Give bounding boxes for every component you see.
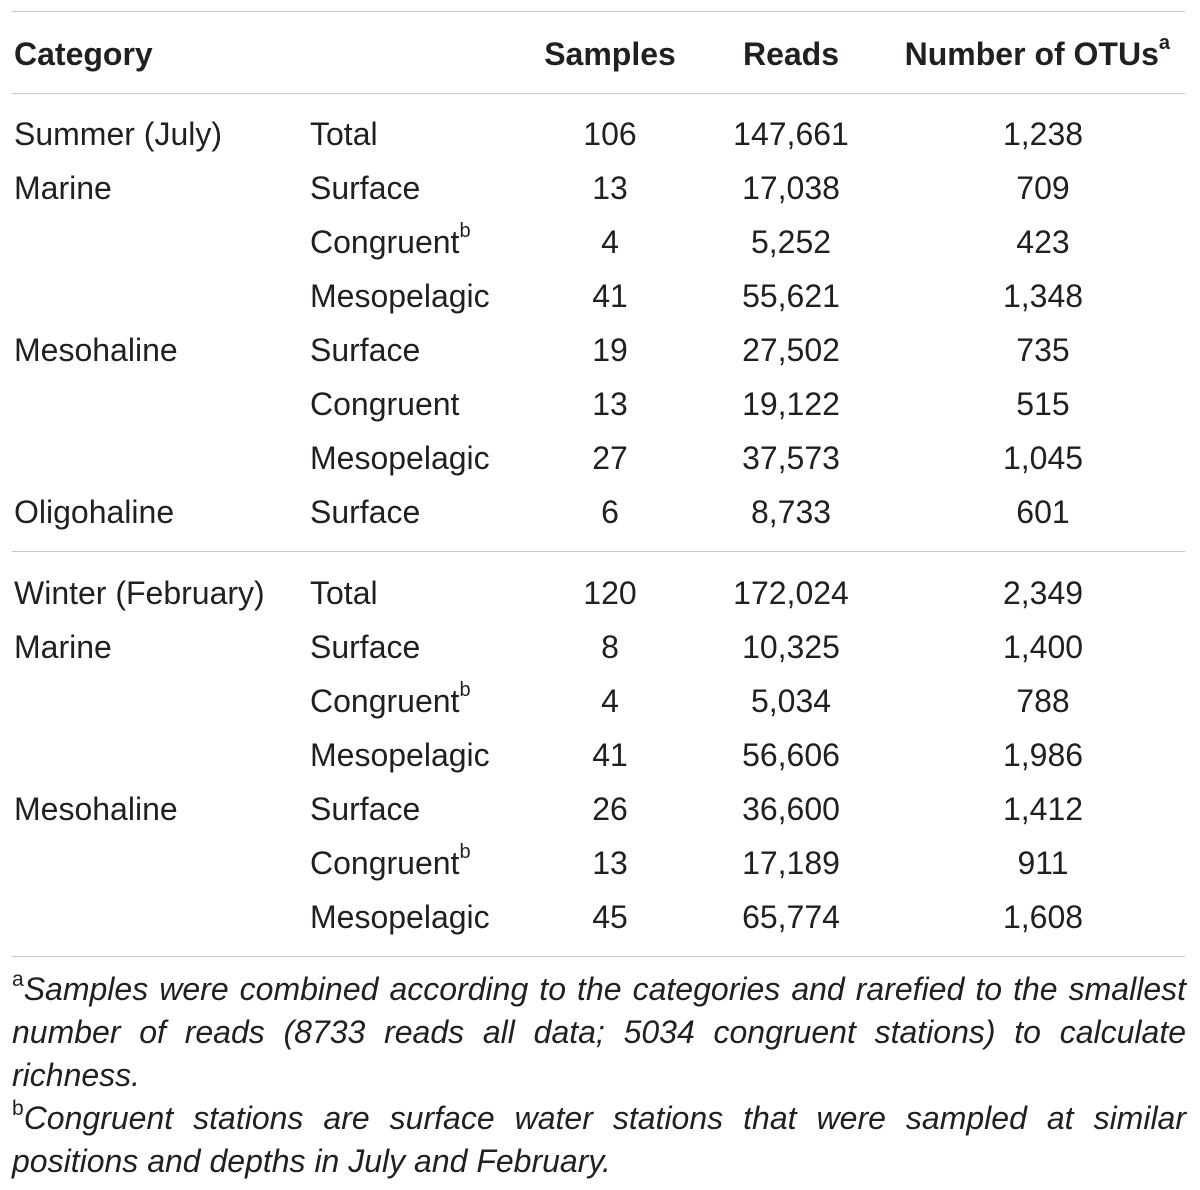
row-category: Winter (February) <box>14 575 265 611</box>
row-samples: 4 <box>601 224 619 260</box>
table-row <box>0 782 1200 836</box>
row-reads: 10,325 <box>742 629 840 665</box>
row-otus: 1,608 <box>1002 899 1084 935</box>
row-otus: 601 <box>1016 494 1070 530</box>
table-row <box>0 323 1200 377</box>
table-top-rule <box>12 11 1185 12</box>
row-subcategory-label: Congruent <box>310 224 460 260</box>
row-subcategory-label: Congruent <box>310 683 460 719</box>
footnote-mark: b <box>459 679 471 702</box>
row-reads: 17,189 <box>742 845 840 881</box>
row-otus: 2,349 <box>1002 575 1084 611</box>
row-subcategory <box>310 269 490 323</box>
row-reads: 8,733 <box>750 494 832 530</box>
row-subcategory-label: Mesopelagic <box>310 440 490 476</box>
row-otus: 788 <box>1016 683 1070 719</box>
row-reads: 17,038 <box>742 170 840 206</box>
row-samples: 13 <box>592 845 628 881</box>
table-row <box>0 836 1200 890</box>
row-samples: 26 <box>592 791 628 827</box>
table-row <box>0 890 1200 944</box>
table-row <box>0 215 1200 269</box>
row-subcategory-label: Total <box>310 575 378 611</box>
row-otus: 1,348 <box>1002 278 1084 314</box>
table-row <box>0 485 1200 539</box>
header-otus-label: Number of OTUs <box>904 36 1159 72</box>
footnote-mark: b <box>459 841 471 864</box>
row-otus: 911 <box>1017 845 1069 881</box>
row-samples: 120 <box>583 575 637 611</box>
row-subcategory <box>310 215 471 269</box>
footnote-a-mark: a <box>12 968 24 992</box>
row-reads: 19,122 <box>742 386 840 422</box>
row-otus: 423 <box>1016 224 1070 260</box>
row-samples: 106 <box>583 116 637 152</box>
row-reads: 147,661 <box>733 116 849 152</box>
row-category: Oligohaline <box>14 494 175 530</box>
row-otus: 515 <box>1016 386 1070 422</box>
row-category: Marine <box>14 170 112 206</box>
row-samples: 4 <box>601 683 619 719</box>
table-row <box>0 566 1200 620</box>
row-samples: 45 <box>592 899 628 935</box>
footnote-mark: a <box>1158 32 1170 55</box>
row-subcategory <box>310 674 471 728</box>
row-subcategory-label: Surface <box>310 791 421 827</box>
row-samples: 19 <box>592 332 628 368</box>
row-subcategory-label: Congruent <box>310 386 460 422</box>
footnote-b-mark: b <box>12 1097 24 1121</box>
row-subcategory-label: Mesopelagic <box>310 278 490 314</box>
row-reads: 55,621 <box>742 278 840 314</box>
footnote-mark: b <box>459 220 471 243</box>
table-row <box>0 377 1200 431</box>
row-reads: 37,573 <box>742 440 840 476</box>
row-reads: 5,034 <box>750 683 832 719</box>
row-subcategory-label: Mesopelagic <box>310 899 490 935</box>
footnote-a <box>12 968 1186 1097</box>
row-otus: 1,400 <box>1002 629 1084 665</box>
table-row <box>0 620 1200 674</box>
table-row <box>0 674 1200 728</box>
row-otus: 735 <box>1016 332 1070 368</box>
table-row <box>0 107 1200 161</box>
table-row <box>0 269 1200 323</box>
row-category: Summer (July) <box>14 116 223 152</box>
header-category: Category <box>14 36 153 72</box>
row-subcategory <box>310 620 420 674</box>
row-samples: 13 <box>592 386 628 422</box>
row-reads: 27,502 <box>742 332 840 368</box>
row-subcategory <box>310 323 420 377</box>
row-subcategory <box>310 890 490 944</box>
table-bottom-rule <box>12 956 1185 957</box>
footnote-a-text: Samples were combined according to the categories and rarefied to the smallest number of reads (8733 reads all data; 5034 congruent stations) to calculate richness. <box>12 971 1186 1093</box>
row-otus: 1,412 <box>1002 791 1084 827</box>
row-subcategory-label: Mesopelagic <box>310 737 490 773</box>
section-divider-rule <box>12 551 1185 552</box>
row-samples: 13 <box>592 170 628 206</box>
row-otus: 1,045 <box>1002 440 1084 476</box>
footnote-b-text: Congruent stations are surface water stations that were sampled at similar positions and depths in July and February. <box>12 1100 1186 1179</box>
row-subcategory <box>310 566 378 620</box>
footnote-b <box>12 1097 1186 1183</box>
row-subcategory <box>310 161 420 215</box>
row-otus: 1,986 <box>1002 737 1084 773</box>
row-samples: 41 <box>592 278 628 314</box>
row-reads: 56,606 <box>742 737 840 773</box>
row-subcategory-label: Surface <box>310 170 421 206</box>
table-row <box>0 728 1200 782</box>
row-category: Marine <box>14 629 112 665</box>
row-category: Mesohaline <box>14 791 178 827</box>
table-header-row <box>0 22 1200 86</box>
row-samples: 6 <box>601 494 619 530</box>
row-subcategory <box>310 728 490 782</box>
header-rule <box>12 93 1185 94</box>
row-subcategory <box>310 485 420 539</box>
row-category: Mesohaline <box>14 332 178 368</box>
row-subcategory <box>310 836 471 890</box>
header-samples: Samples <box>544 36 676 72</box>
row-otus: 709 <box>1016 170 1070 206</box>
header-otus <box>900 22 1170 86</box>
row-reads: 65,774 <box>742 899 840 935</box>
row-subcategory-label: Surface <box>310 629 421 665</box>
row-subcategory-label: Surface <box>310 494 421 530</box>
row-subcategory-label: Total <box>310 116 378 152</box>
row-subcategory-label: Surface <box>310 332 421 368</box>
row-samples: 27 <box>592 440 628 476</box>
row-subcategory <box>310 377 459 431</box>
row-subcategory <box>310 107 378 161</box>
row-subcategory-label: Congruent <box>310 845 460 881</box>
table-row <box>0 431 1200 485</box>
row-samples: 41 <box>592 737 628 773</box>
row-samples: 8 <box>601 629 619 665</box>
row-subcategory <box>310 782 420 836</box>
header-reads: Reads <box>742 36 840 72</box>
row-subcategory <box>310 431 490 485</box>
row-reads: 172,024 <box>733 575 849 611</box>
row-reads: 36,600 <box>742 791 840 827</box>
row-reads: 5,252 <box>750 224 832 260</box>
table-row <box>0 161 1200 215</box>
row-otus: 1,238 <box>1002 116 1084 152</box>
